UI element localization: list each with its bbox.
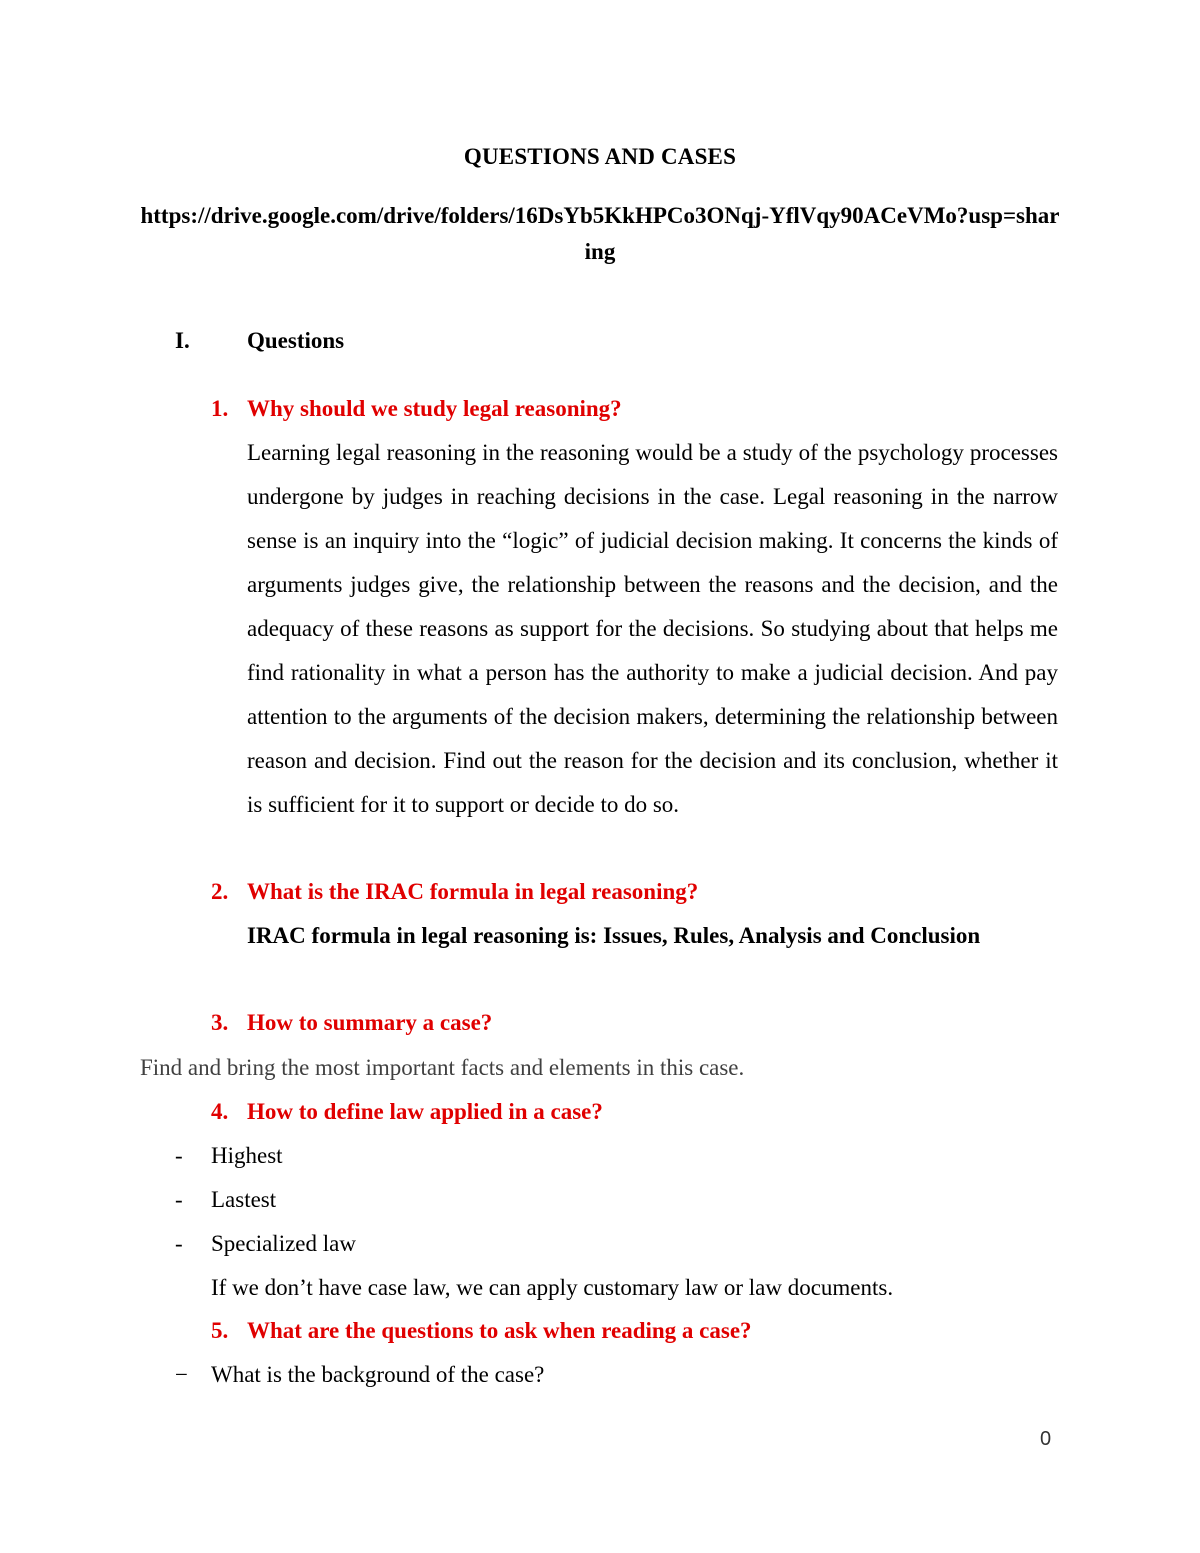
bullet-mark: - — [175, 1231, 183, 1256]
bullet-mark: - — [175, 1143, 183, 1168]
question-text: How to summary a case? — [247, 1010, 493, 1035]
question-text: Why should we study legal reasoning? — [247, 396, 622, 421]
drive-link[interactable]: https://drive.google.com/drive/folders/16DsYb5KkHPCo3ONqj-YflVqy90ACeVMo?usp=sharing — [140, 203, 1060, 264]
answer-2: IRAC formula in legal reasoning is: Issues, Rules, Analysis and Conclusion — [247, 923, 981, 948]
bullet-mark: − — [175, 1362, 188, 1387]
section-label: Questions — [247, 328, 345, 353]
bullet-text: Specialized law — [211, 1231, 356, 1256]
question-text: What are the questions to ask when reading a case? — [247, 1318, 752, 1343]
page-number: 0 — [1040, 1428, 1052, 1450]
document-title: QUESTIONS AND CASES — [463, 144, 737, 169]
section-number: I. — [175, 328, 190, 353]
question-number: 4. — [211, 1099, 229, 1124]
answer-3: Find and bring the most important facts and elements in this case. — [140, 1055, 745, 1080]
bullet-text: What is the background of the case? — [211, 1362, 545, 1387]
bullet-text: Lastest — [211, 1187, 277, 1212]
question-text: How to define law applied in a case? — [247, 1099, 603, 1124]
question-number: 2. — [211, 879, 229, 904]
question-number: 5. — [211, 1318, 229, 1343]
question-text: What is the IRAC formula in legal reasoning? — [247, 879, 699, 904]
answer-1: Learning legal reasoning in the reasoning would be a study of the psychology processes undergone by judges in reaching decisions in the case. Legal reasoning in the narrow sense is an inquiry into the “logic” of judicial decision making. It concerns the kinds of arguments judges give, the relationship between the reasons and the decision, and the adequacy of these reasons as support for the decisions. So studying about that helps me find rationality in what a person has the authority to make a judicial decision. And pay attention to the arguments of the decision makers, determining the relationship between reason and decision. Find out the reason for the decision and its conclusion, whether it is sufficient for it to support or decide to do so. — [247, 440, 1058, 817]
question-number: 1. — [211, 396, 229, 421]
bullet-mark: - — [175, 1187, 183, 1212]
answer-4-note: If we don’t have case law, we can apply customary law or law documents. — [211, 1275, 894, 1300]
question-number: 3. — [211, 1010, 229, 1035]
bullet-text: Highest — [211, 1143, 283, 1168]
